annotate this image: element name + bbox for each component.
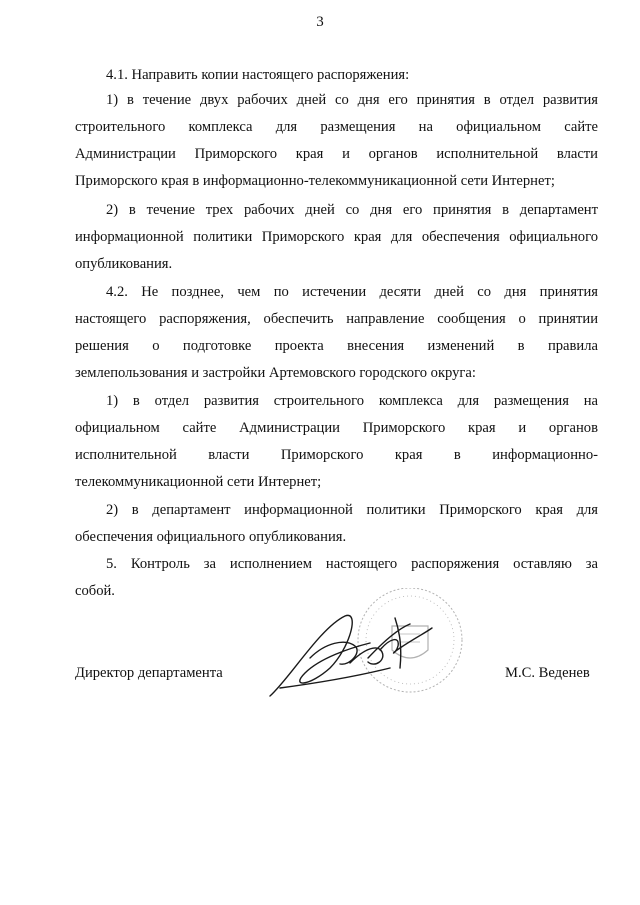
signatory-position: Директор департамента — [75, 665, 223, 681]
paragraph-4-2-1-line: телекоммуникационной сети Интернет; — [75, 474, 322, 490]
paragraph-4-1-2-line: 2) в течение трех рабочих дней со дня его принятия в департамент — [106, 202, 598, 218]
paragraph-4-2-2-line: обеспечения официального опубликования. — [75, 529, 347, 545]
paragraph-4-2-1-line: исполнительной власти Приморского края в информационно- — [75, 447, 598, 463]
paragraph-4-1-1-line: Приморского края в информационно-телекоммуникационной сети Интернет; — [75, 173, 555, 189]
paragraph-4-2-1-line: 1) в отдел развития строительного комплекса для размещения на — [106, 393, 598, 409]
paragraph-4-2-1-line: официальном сайте Администрации Приморского края и органов — [75, 420, 598, 436]
paragraph-4-2-line: решения о подготовке проекта внесения изменений в правила — [75, 338, 598, 354]
paragraph-4-2-2-line: 2) в департамент информационной политики Приморского края для — [106, 502, 598, 518]
paragraph-4-1-2-line: информационной политики Приморского края для обеспечения официального — [75, 229, 598, 245]
paragraph-5-line: 5. Контроль за исполнением настоящего распоряжения оставляю за — [106, 556, 598, 572]
page-number: 3 — [316, 14, 324, 30]
paragraph-4-1-1-line: 1) в течение двух рабочих дней со дня его принятия в отдел развития — [106, 92, 598, 108]
seal-stamp-icon — [250, 588, 500, 708]
paragraph-5-line: собой. — [75, 583, 115, 599]
paragraph-4-1-2-line: опубликования. — [75, 256, 173, 272]
signatory-name: М.С. Веденев — [505, 665, 590, 681]
paragraph-4-2-line: 4.2. Не позднее, чем по истечении десяти дней со дня принятия — [106, 284, 598, 300]
paragraph-4-1-1-line: строительного комплекса для размещения на официальном сайте — [75, 119, 598, 135]
paragraph-4-1-1-line: Администрации Приморского края и органов исполнительной власти — [75, 146, 598, 162]
paragraph-4-2-line: настоящего распоряжения, обеспечить направление сообщения о принятии — [75, 311, 598, 327]
paragraph-4-2-line: землепользования и застройки Артемовского городского округа: — [75, 365, 476, 381]
paragraph-4-1-heading: 4.1. Направить копии настоящего распоряжения: — [106, 67, 410, 83]
signature-and-seal — [250, 588, 500, 708]
